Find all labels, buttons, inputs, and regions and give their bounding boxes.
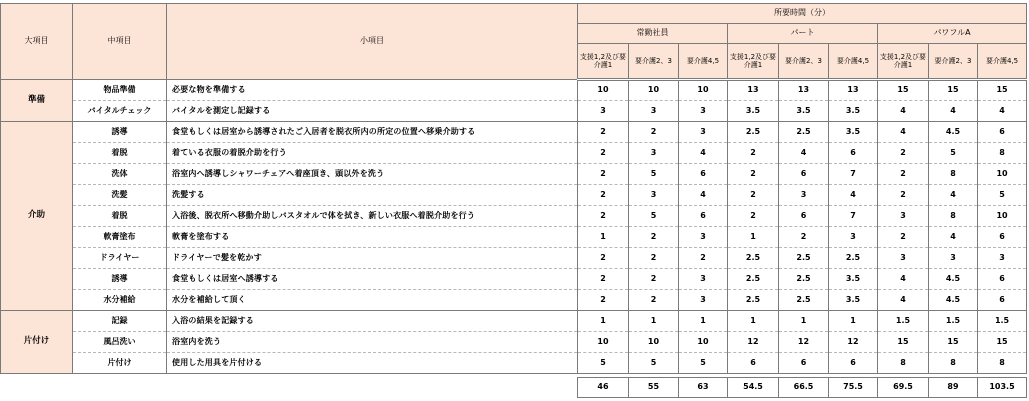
time-value-cell: 6 (978, 269, 1027, 290)
table-row (1, 143, 1027, 164)
time-value-cell: 6 (978, 122, 1027, 143)
time-value-cell: 2 (728, 143, 779, 164)
time-value-cell: 4 (929, 101, 978, 122)
time-value-cell: 2.5 (728, 122, 779, 143)
time-value-cell: 15 (929, 332, 978, 353)
middle-item-cell: 誘導 (73, 122, 167, 143)
time-value-cell: 3.5 (829, 101, 878, 122)
minor-item-cell: 食堂もしくは居室へ誘導する (167, 269, 578, 290)
time-value-cell: 10 (978, 206, 1027, 227)
table-row (1, 206, 1027, 227)
middle-item-cell: 着脱 (73, 206, 167, 227)
time-value-cell: 8 (978, 143, 1027, 164)
total-value-cell: 103.5 (978, 378, 1027, 398)
time-value-cell: 6 (978, 290, 1027, 311)
time-value-cell: 10 (629, 80, 679, 101)
minor-item-cell: バイタルを測定し記録する (167, 101, 578, 122)
time-value-cell: 8 (929, 206, 978, 227)
time-value-cell: 6 (779, 164, 829, 185)
time-value-cell: 2.5 (779, 269, 829, 290)
time-value-cell: 3 (978, 248, 1027, 269)
time-value-cell: 2 (629, 248, 679, 269)
middle-item-cell: 物品準備 (73, 80, 167, 101)
time-value-cell: 12 (829, 332, 878, 353)
time-value-cell: 4 (878, 269, 929, 290)
time-value-cell: 5 (929, 143, 978, 164)
time-value-cell: 3 (878, 206, 929, 227)
totals-blank (1, 378, 578, 398)
time-value-cell: 13 (728, 80, 779, 101)
time-value-cell: 4.5 (929, 122, 978, 143)
time-value-cell: 3.5 (829, 269, 878, 290)
minor-item-cell: 洗髪する (167, 185, 578, 206)
time-value-cell: 4 (878, 290, 929, 311)
total-value-cell: 69.5 (878, 378, 929, 398)
minor-item-cell: 軟膏を塗布する (167, 227, 578, 248)
time-value-cell: 10 (629, 332, 679, 353)
time-value-cell: 3.5 (829, 122, 878, 143)
header-care-level: 要介護4,5 (829, 44, 878, 80)
table-row (1, 248, 1027, 269)
time-value-cell: 2.5 (779, 122, 829, 143)
time-value-cell: 1.5 (929, 311, 978, 332)
time-value-cell: 8 (929, 164, 978, 185)
header-group-parttime: パート (728, 24, 878, 44)
time-value-cell: 3 (679, 101, 728, 122)
time-value-cell: 3 (929, 248, 978, 269)
time-value-cell: 12 (779, 332, 829, 353)
time-value-cell: 15 (978, 80, 1027, 101)
time-value-cell: 5 (679, 353, 728, 374)
header-group-fulltime: 常勤社員 (578, 24, 728, 44)
time-value-cell: 13 (779, 80, 829, 101)
middle-item-cell: 軟膏塗布 (73, 227, 167, 248)
category-cell: 介助 (1, 122, 73, 311)
time-value-cell: 4 (779, 143, 829, 164)
header-care-level: 支援1,2及び要介護1 (728, 44, 779, 80)
total-value-cell: 55 (629, 378, 679, 398)
time-value-cell: 3 (878, 248, 929, 269)
time-value-cell: 4 (829, 185, 878, 206)
time-value-cell: 3.5 (779, 101, 829, 122)
time-value-cell: 1.5 (978, 311, 1027, 332)
time-value-cell: 2 (728, 185, 779, 206)
time-value-cell: 2.5 (779, 290, 829, 311)
time-value-cell: 5 (629, 353, 679, 374)
time-value-cell: 2 (878, 227, 929, 248)
time-value-cell: 10 (978, 164, 1027, 185)
minor-item-cell: 食堂もしくは居室から誘導されたご入居者を脱衣所内の所定の位置へ移乗介助する (167, 122, 578, 143)
time-value-cell: 3 (578, 101, 629, 122)
minor-item-cell: 入浴後、脱衣所へ移動介助しバスタオルで体を拭き、新しい衣服へ着脱介助を行う (167, 206, 578, 227)
total-value-cell: 75.5 (829, 378, 878, 398)
minor-item-cell: 水分を補給して頂く (167, 290, 578, 311)
time-value-cell: 2 (578, 185, 629, 206)
middle-item-cell: 誘導 (73, 269, 167, 290)
time-value-cell: 2 (728, 206, 779, 227)
time-value-cell: 4.5 (929, 290, 978, 311)
time-value-cell: 4 (878, 101, 929, 122)
header-group-powerful-a: パワフルA (878, 24, 1027, 44)
time-value-cell: 6 (829, 143, 878, 164)
middle-item-cell: 水分補給 (73, 290, 167, 311)
time-value-cell: 13 (829, 80, 878, 101)
time-value-cell: 2 (779, 227, 829, 248)
time-value-cell: 4.5 (929, 269, 978, 290)
minor-item-cell: 入浴の結果を記録する (167, 311, 578, 332)
time-value-cell: 2.5 (728, 269, 779, 290)
time-value-cell: 15 (929, 80, 978, 101)
time-value-cell: 4 (978, 101, 1027, 122)
minor-item-cell: 着ている衣服の着脱介助を行う (167, 143, 578, 164)
header-care-level: 要介護2、3 (929, 44, 978, 80)
time-value-cell: 3.5 (728, 101, 779, 122)
time-value-cell: 3 (629, 185, 679, 206)
middle-item-cell: 洗髪 (73, 185, 167, 206)
total-value-cell: 66.5 (779, 378, 829, 398)
total-value-cell: 46 (578, 378, 629, 398)
time-value-cell: 2 (629, 227, 679, 248)
table-row (1, 332, 1027, 353)
time-value-cell: 3 (629, 101, 679, 122)
category-cell: 片付け (1, 311, 73, 374)
table-row (1, 164, 1027, 185)
header-time-title: 所要時間（分） (578, 4, 1027, 24)
table-row (1, 290, 1027, 311)
table-row (1, 353, 1027, 374)
time-value-cell: 7 (829, 164, 878, 185)
time-value-cell: 2.5 (728, 248, 779, 269)
header-care-level: 要介護2、3 (779, 44, 829, 80)
time-value-cell: 2 (578, 206, 629, 227)
time-value-cell: 2 (679, 248, 728, 269)
time-value-cell: 4 (679, 185, 728, 206)
time-value-cell: 10 (578, 80, 629, 101)
total-value-cell: 89 (929, 378, 978, 398)
total-value-cell: 63 (679, 378, 728, 398)
table-row (1, 311, 1027, 332)
minor-item-cell: ドライヤーで髪を乾かす (167, 248, 578, 269)
time-value-cell: 6 (779, 353, 829, 374)
time-value-cell: 15 (878, 80, 929, 101)
time-value-cell: 15 (978, 332, 1027, 353)
table-row (1, 185, 1027, 206)
time-value-cell: 3 (679, 290, 728, 311)
time-value-cell: 2 (578, 248, 629, 269)
total-value-cell: 54.5 (728, 378, 779, 398)
middle-item-cell: 着脱 (73, 143, 167, 164)
time-value-cell: 3 (829, 227, 878, 248)
minor-item-cell: 必要な物を準備する (167, 80, 578, 101)
time-value-cell: 3 (679, 122, 728, 143)
time-value-cell: 2 (578, 290, 629, 311)
table-row (1, 227, 1027, 248)
time-value-cell: 2.5 (728, 290, 779, 311)
time-value-cell: 8 (929, 353, 978, 374)
time-value-cell: 3 (629, 143, 679, 164)
time-value-cell: 5 (629, 164, 679, 185)
time-value-cell: 1 (629, 311, 679, 332)
time-value-cell: 2 (878, 185, 929, 206)
time-value-cell: 1.5 (878, 311, 929, 332)
time-value-cell: 6 (679, 206, 728, 227)
time-value-cell: 2.5 (829, 248, 878, 269)
time-value-cell: 3 (679, 227, 728, 248)
time-value-cell: 10 (679, 80, 728, 101)
time-value-cell: 1 (578, 311, 629, 332)
time-value-cell: 6 (829, 353, 878, 374)
middle-item-cell: バイタルチェック (73, 101, 167, 122)
middle-item-cell: 記録 (73, 311, 167, 332)
table-row (1, 269, 1027, 290)
time-value-cell: 6 (978, 227, 1027, 248)
time-value-cell: 2 (578, 269, 629, 290)
time-value-cell: 2 (629, 290, 679, 311)
time-value-cell: 15 (878, 332, 929, 353)
time-value-cell: 12 (728, 332, 779, 353)
time-value-cell: 2 (629, 122, 679, 143)
time-value-cell: 1 (679, 311, 728, 332)
header-care-level: 支援1,2及び要介護1 (578, 44, 629, 80)
header-care-level: 要介護4,5 (978, 44, 1027, 80)
time-value-cell: 6 (679, 164, 728, 185)
time-value-cell: 1 (829, 311, 878, 332)
totals-row (1, 378, 1027, 398)
time-value-cell: 2 (878, 164, 929, 185)
time-value-cell: 1 (578, 227, 629, 248)
time-value-cell: 6 (728, 353, 779, 374)
category-cell: 準備 (1, 80, 73, 122)
time-value-cell: 7 (829, 206, 878, 227)
table-row (1, 101, 1027, 122)
time-value-cell: 4 (929, 227, 978, 248)
time-value-cell: 3 (779, 185, 829, 206)
time-value-cell: 2 (578, 143, 629, 164)
bathing-time-table (0, 3, 1027, 398)
header-care-level: 支援1,2及び要介護1 (878, 44, 929, 80)
minor-item-cell: 浴室内を洗う (167, 332, 578, 353)
time-value-cell: 5 (629, 206, 679, 227)
header-care-level: 要介護4,5 (679, 44, 728, 80)
time-value-cell: 10 (578, 332, 629, 353)
time-value-cell: 6 (779, 206, 829, 227)
time-value-cell: 2.5 (779, 248, 829, 269)
time-value-cell: 4 (878, 122, 929, 143)
middle-item-cell: 風呂洗い (73, 332, 167, 353)
time-value-cell: 2 (878, 143, 929, 164)
middle-item-cell: 洗体 (73, 164, 167, 185)
time-value-cell: 3.5 (829, 290, 878, 311)
time-value-cell: 5 (978, 185, 1027, 206)
time-value-cell: 5 (578, 353, 629, 374)
minor-item-cell: 使用した用具を片付ける (167, 353, 578, 374)
minor-item-cell: 浴室内へ誘導しシャワーチェアへ着座頂き、頭以外を洗う (167, 164, 578, 185)
header-middle: 中項目 (73, 4, 167, 80)
header-major: 大項目 (1, 4, 73, 80)
header-care-level: 要介護2、3 (629, 44, 679, 80)
table-row (1, 80, 1027, 101)
time-value-cell: 4 (929, 185, 978, 206)
time-value-cell: 2 (728, 164, 779, 185)
time-value-cell: 10 (679, 332, 728, 353)
time-value-cell: 1 (728, 311, 779, 332)
time-value-cell: 2 (629, 269, 679, 290)
time-value-cell: 1 (728, 227, 779, 248)
time-value-cell: 8 (878, 353, 929, 374)
time-value-cell: 2 (578, 164, 629, 185)
header-minor: 小項目 (167, 4, 578, 80)
time-value-cell: 8 (978, 353, 1027, 374)
time-value-cell: 2 (578, 122, 629, 143)
time-value-cell: 1 (779, 311, 829, 332)
middle-item-cell: ドライヤー (73, 248, 167, 269)
middle-item-cell: 片付け (73, 353, 167, 374)
time-value-cell: 3 (679, 269, 728, 290)
table-row (1, 122, 1027, 143)
time-value-cell: 4 (679, 143, 728, 164)
